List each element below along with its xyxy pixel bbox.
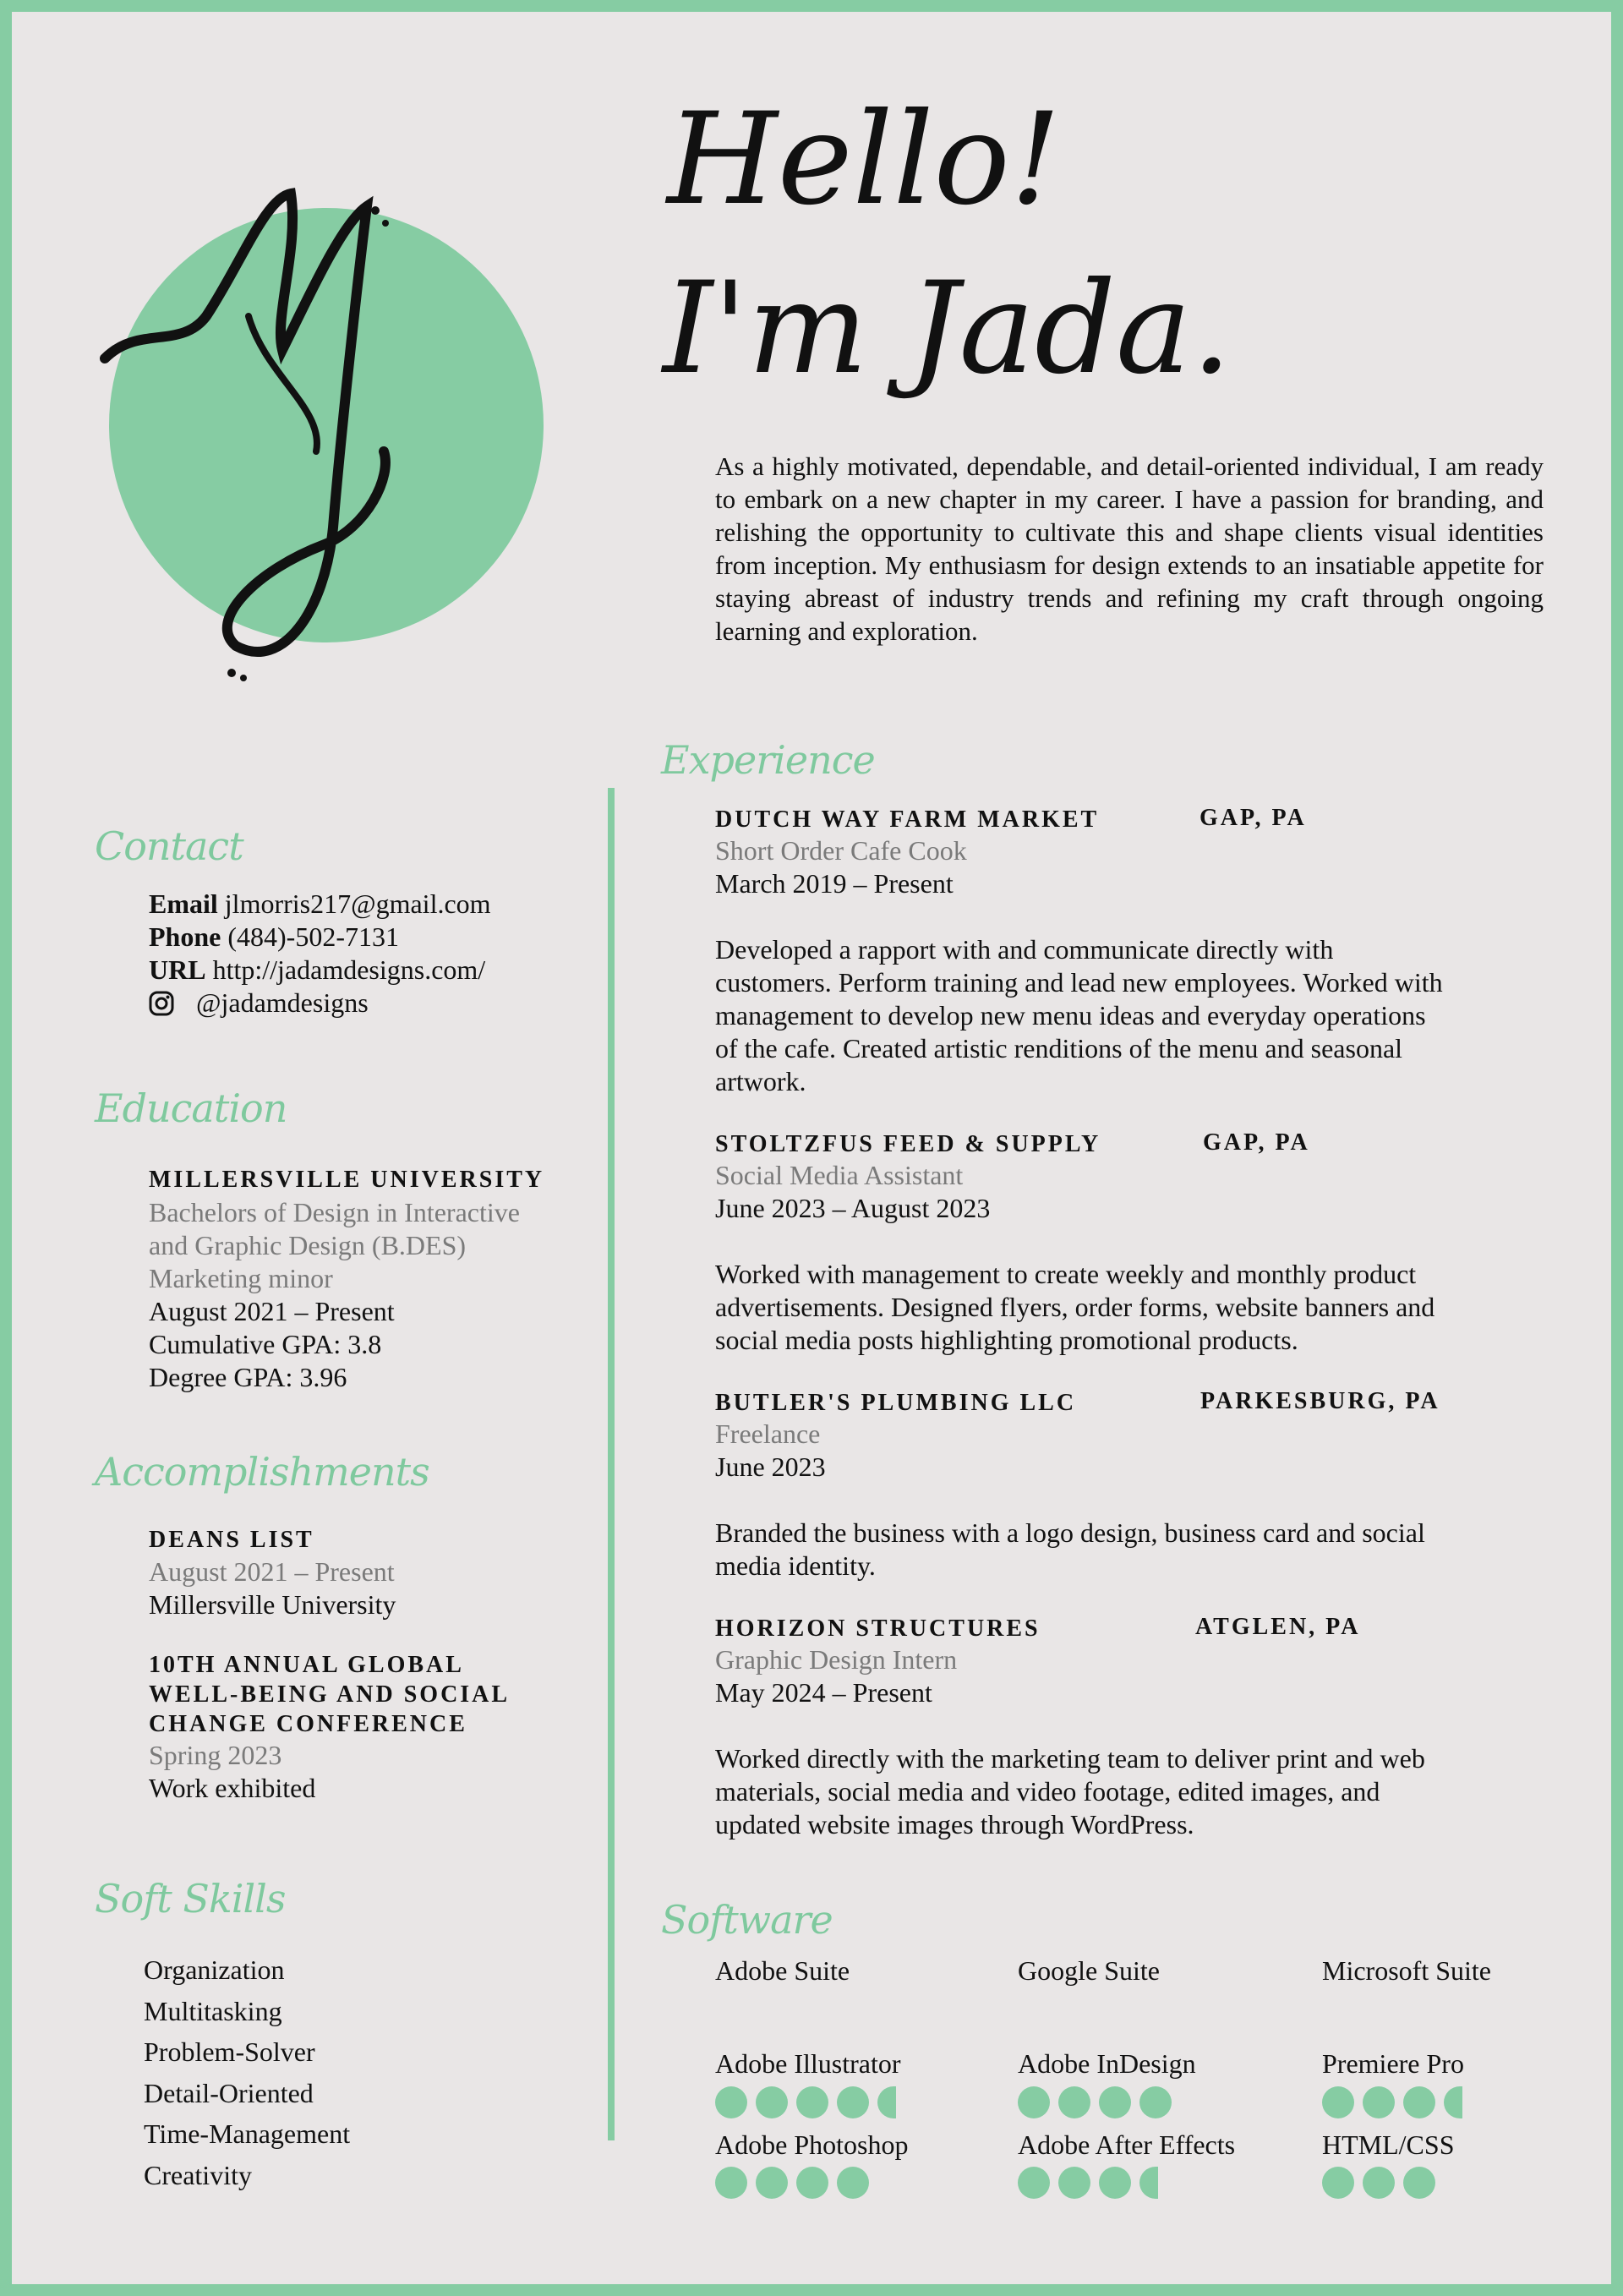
education-degree-line1: Bachelors of Design in Interactive: [149, 1197, 520, 1227]
rating-dot: [1139, 2086, 1172, 2118]
contact-email: [149, 888, 588, 921]
instagram-icon: [149, 991, 174, 1016]
software-suite: Adobe Suite: [715, 1955, 850, 1986]
rating-dot: [1403, 2167, 1435, 2199]
accomplishments-heading: Accomplishments: [95, 1449, 429, 1495]
soft-skill-item: Organization: [144, 1954, 285, 1985]
accomplishments-block: [149, 1525, 597, 1805]
soft-skill-item: Detail-Oriented: [144, 2077, 314, 2108]
software-skill-name: Adobe After Effects: [1018, 2129, 1236, 2160]
rating-dot: [1444, 2086, 1462, 2118]
job-role: Graphic Design Intern: [715, 1644, 958, 1675]
soft-skill-item: Time-Management: [144, 2118, 351, 2149]
education-gpa-cumulative: Cumulative GPA: 3.8: [149, 1329, 382, 1359]
contact-phone: [149, 921, 588, 954]
job-description: updated website images through WordPress.: [715, 1809, 1194, 1840]
education-minor: Marketing minor: [149, 1263, 333, 1293]
job-description: Developed a rapport with and communicate directly with: [715, 934, 1334, 965]
job-description: Worked with management to create weekly and monthly product: [715, 1259, 1417, 1289]
job-company: DUTCH WAY FARM MARKET: [715, 806, 1100, 833]
experience-heading: Experience: [661, 737, 875, 783]
email-value[interactable]: jlmorris217@gmail.com: [224, 888, 491, 919]
job-description: of the cafe. Created artistic renditions of the menu and seasonal: [715, 1033, 1403, 1063]
accomplishment-date: Spring 2023: [149, 1740, 282, 1770]
url-label: URL: [149, 954, 206, 985]
software-skill-name: Premiere Pro: [1322, 2048, 1464, 2079]
skill-rating: [715, 2167, 969, 2200]
job-dates: March 2019 – Present: [715, 868, 954, 899]
instagram-handle[interactable]: @jadamdesigns: [196, 987, 369, 1018]
software-skill-name: Adobe Photoshop: [715, 2129, 909, 2160]
rating-dot: [715, 2086, 747, 2118]
greeting-line-1: Hello!: [667, 86, 1062, 233]
job-dates: June 2023 – August 2023: [715, 1193, 991, 1223]
rating-dot: [1363, 2167, 1395, 2199]
rating-dot: [1058, 2167, 1090, 2199]
job-dates: May 2024 – Present: [715, 1677, 932, 1708]
intro-paragraph: As a highly motivated, dependable, and detail-oriented individual, I am ready to embark on a new chapter in my career. I have a passion for branding, and relishing the opportunity to cultivate this and shape clients visual identities from inception. My enthusiasm for design extends to an insatiable appetite for staying abreast of industry trends and refining my craft through ongoing learning and exploration.: [715, 451, 1544, 646]
education-gpa-degree: Degree GPA: 3.96: [149, 1362, 347, 1392]
contact-url: [149, 954, 588, 987]
rating-dot: [1139, 2167, 1158, 2199]
contact-block: [149, 888, 588, 1020]
software-suite: Google Suite: [1018, 1955, 1160, 1986]
accomplishment-title: 10TH ANNUAL GLOBAL: [149, 1652, 464, 1678]
accomplishment-date: August 2021 – Present: [149, 1556, 395, 1587]
education-dates: August 2021 – Present: [149, 1296, 395, 1326]
job-location: GAP, PA: [1203, 1129, 1310, 1156]
job-description: materials, social media and video footage, edited images, and: [715, 1776, 1380, 1807]
job-description: media identity.: [715, 1550, 876, 1581]
url-value[interactable]: http://jadamdesigns.com/: [212, 954, 486, 985]
software-skill-name: Adobe InDesign: [1018, 2048, 1196, 2079]
job-company: HORIZON STRUCTURES: [715, 1615, 1041, 1642]
experience-job: [715, 801, 1544, 1098]
job-location: PARKESBURG, PA: [1200, 1388, 1440, 1414]
job-description: Worked directly with the marketing team to deliver print and web: [715, 1743, 1425, 1774]
job-description: customers. Perform training and lead new employees. Worked with: [715, 967, 1443, 998]
rating-dot: [1322, 2086, 1354, 2118]
soft-skills-list: [144, 1949, 566, 2195]
software-suite: Microsoft Suite: [1322, 1955, 1491, 1986]
phone-value[interactable]: (484)-502-7131: [227, 921, 399, 952]
soft-skill-item: Multitasking: [144, 1995, 282, 2026]
soft-skill-item: Creativity: [144, 2159, 252, 2190]
rating-dot: [1099, 2167, 1131, 2199]
experience-job: [715, 1126, 1544, 1357]
skill-rating: [1018, 2167, 1271, 2200]
skill-rating: [1322, 2086, 1576, 2120]
email-label: Email: [149, 888, 218, 919]
contact-heading: Contact: [95, 823, 243, 869]
accomplishment-detail: Millersville University: [149, 1589, 396, 1620]
software-heading: Software: [661, 1897, 833, 1943]
software-skill-name: Adobe Illustrator: [715, 2048, 901, 2079]
rating-dot: [796, 2167, 828, 2199]
greeting-line-2: I'm Jada.: [663, 255, 1232, 402]
rating-dot: [1322, 2167, 1354, 2199]
phone-label: Phone: [149, 921, 221, 952]
experience-job: [715, 1385, 1544, 1583]
skill-rating: [1322, 2167, 1576, 2200]
software-skill-name: HTML/CSS: [1322, 2129, 1455, 2160]
job-description: Branded the business with a logo design, business card and social: [715, 1517, 1425, 1548]
rating-dot: [715, 2167, 747, 2199]
accomplishment-title: WELL-BEING AND SOCIAL: [149, 1681, 511, 1708]
rating-dot: [1018, 2086, 1050, 2118]
rating-dot: [837, 2086, 869, 2118]
education-degree-line2: and Graphic Design (B.DES): [149, 1230, 467, 1260]
job-description: artwork.: [715, 1066, 806, 1096]
job-company: BUTLER'S PLUMBING LLC: [715, 1390, 1077, 1416]
rating-dot: [756, 2167, 788, 2199]
rating-dot: [1018, 2167, 1050, 2199]
rating-dot: [877, 2086, 896, 2118]
rating-dot: [837, 2167, 869, 2199]
rating-dot: [796, 2086, 828, 2118]
education-school: MILLERSVILLE UNIVERSITY: [149, 1167, 545, 1193]
skill-rating: [715, 2086, 969, 2120]
rating-dot: [1363, 2086, 1395, 2118]
education-heading: Education: [95, 1085, 287, 1131]
contact-instagram: [149, 987, 588, 1020]
experience-job: [715, 1610, 1544, 1841]
rating-dot: [1403, 2086, 1435, 2118]
column-divider: [608, 788, 615, 2140]
accomplishment-title: CHANGE CONFERENCE: [149, 1711, 467, 1737]
soft-skills-heading: Soft Skills: [95, 1876, 286, 1922]
rating-dot: [1058, 2086, 1090, 2118]
education-block: [149, 1163, 597, 1394]
job-description: social media posts highlighting promotional products.: [715, 1325, 1298, 1355]
job-dates: June 2023: [715, 1451, 826, 1482]
job-location: ATGLEN, PA: [1195, 1614, 1361, 1640]
skill-rating: [1018, 2086, 1271, 2120]
job-description: management to develop new menu ideas and everyday operations: [715, 1000, 1426, 1030]
accomplishment-title: DEANS LIST: [149, 1527, 314, 1553]
soft-skill-item: Problem-Solver: [144, 2036, 315, 2067]
resume-page: [12, 12, 1611, 2284]
rating-dot: [756, 2086, 788, 2118]
job-role: Social Media Assistant: [715, 1160, 964, 1190]
job-company: STOLTZFUS FEED & SUPPLY: [715, 1131, 1101, 1157]
job-description: advertisements. Designed flyers, order forms, website banners and: [715, 1292, 1435, 1322]
job-role: Freelance: [715, 1419, 821, 1449]
job-location: GAP, PA: [1199, 805, 1307, 831]
monogram-logo: [88, 172, 561, 697]
rating-dot: [1099, 2086, 1131, 2118]
accomplishment-detail: Work exhibited: [149, 1773, 316, 1803]
job-role: Short Order Cafe Cook: [715, 835, 967, 866]
